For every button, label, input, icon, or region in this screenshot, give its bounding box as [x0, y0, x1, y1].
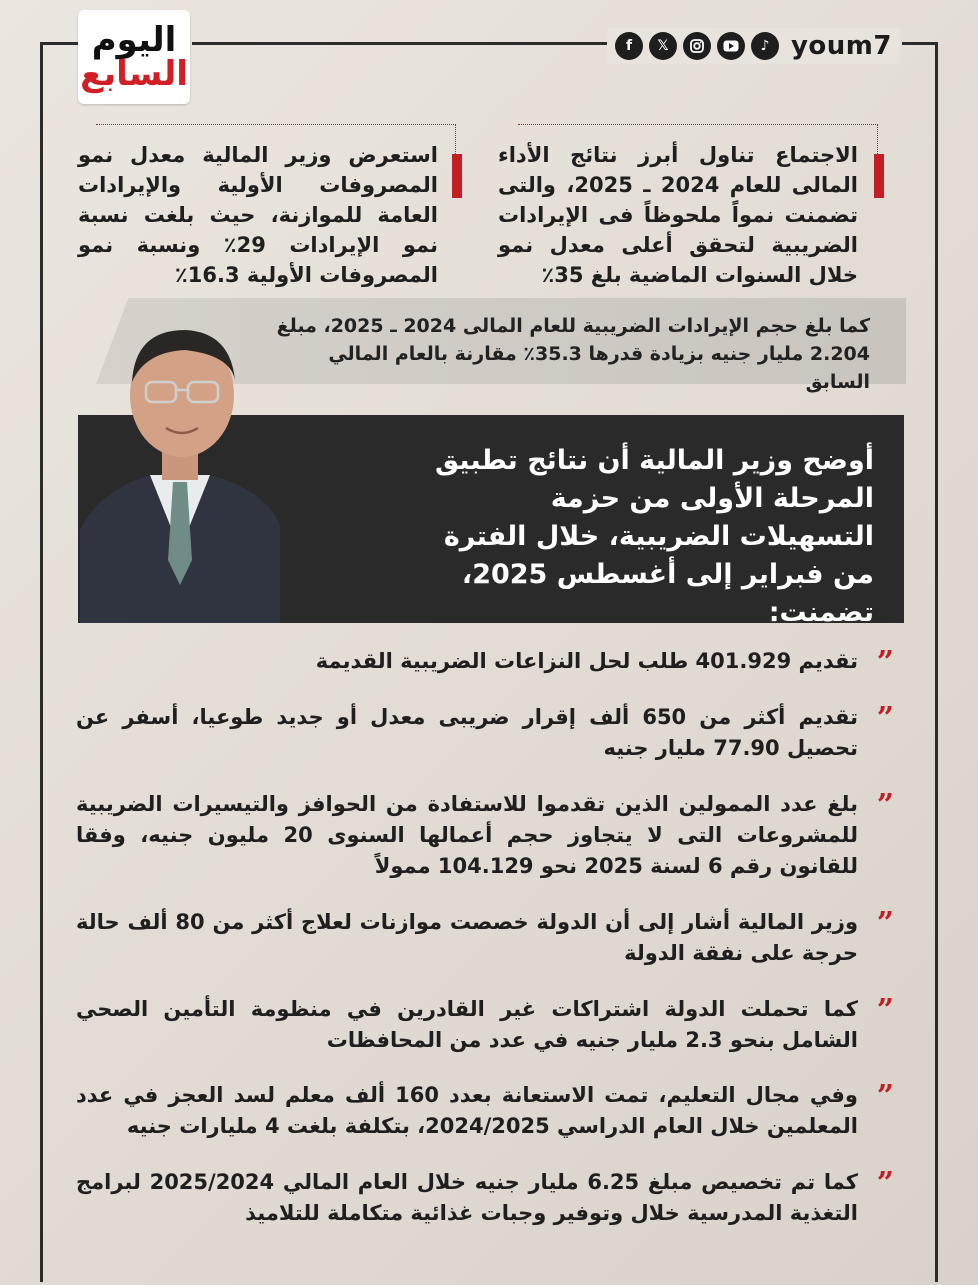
instagram-icon[interactable] [683, 32, 711, 60]
highlight-text: أوضح وزير المالية أن نتائج تطبيق المرحلة الأولى من حزمة التسهيلات الضريبية، خلال الفترة من فبراير إلى أغسطس 2025، تضمنت: [434, 445, 874, 628]
frame-top-left [40, 42, 80, 45]
intro-right-text: الاجتماع تناول أبرز نتائج الأداء المالى للعام 2024 ـ 2025، والتى تضمنت نمواً ملحوظاً فى الإيرادات الضريبية لتحقق أعلى معدل نمو خلال السنوات الماضية بلغ 35٪ [498, 143, 858, 287]
list-item [76, 1080, 894, 1142]
list-item-text: بلغ عدد الممولين الذين تقدموا للاستفادة من الحوافز والتيسيرات الضريبية للمشروعات التى لا يتجاوز حجم أعمالها السنوى 20 مليون جنيه، وفقا للقانون رقم 6 لسنة 2025 نحو 104.129 ممولاً [76, 792, 858, 878]
x-icon[interactable]: 𝕏 [649, 32, 677, 60]
logo [78, 10, 190, 104]
intro-left-text: استعرض وزير المالية معدل نمو المصروفات الأولية والإيرادات العامة للموازنة، حيث بلغت نسبة نمو الإيرادات 29٪ ونسبة نمو المصروفات الأولية 16.3٪ [78, 143, 439, 287]
list-item [76, 907, 894, 969]
facebook-icon[interactable]: f [615, 32, 643, 60]
list-item-text: وزير المالية أشار إلى أن الدولة خصصت موازنات لعلاج أكثر من 80 ألف حالة حرجة على نفقة الدولة [76, 910, 859, 965]
minister-photo [80, 300, 280, 623]
tiktok-icon[interactable]: ♪ [751, 32, 779, 60]
frame-top-right [902, 42, 938, 45]
list-item [76, 994, 894, 1056]
quote-icon: ” [876, 1079, 894, 1114]
quote-icon: ” [876, 906, 894, 941]
list-item-text: كما تم تخصيص مبلغ 6.25 مليار جنيه خلال العام المالي 2025/2024 لبرامج التغذية المدرسية خلال وتوفير وجبات غذائية متكاملة للتلاميذ [76, 1170, 858, 1225]
quote-icon: ” [876, 788, 894, 823]
red-marker-right [874, 154, 884, 198]
brand-bar [607, 28, 900, 64]
list-item [76, 702, 894, 764]
dotted-line-right [518, 124, 878, 125]
dotted-vertical-left [455, 124, 456, 154]
list-item-text: تقديم 401.929 طلب لحل النزاعات الضريبية القديمة [315, 649, 858, 673]
quote-icon: ” [876, 1166, 894, 1201]
list-item [76, 1167, 894, 1229]
list-item-text: تقديم أكثر من 650 ألف إقرار ضريبى معدل أو جديد طوعيا، أسفر عن تحصيل 77.90 مليار جنيه [76, 705, 858, 760]
list-item [76, 646, 894, 678]
frame-right [935, 42, 938, 1282]
quote-icon: ” [876, 645, 894, 680]
youtube-icon[interactable] [717, 32, 745, 60]
red-marker-left [452, 154, 462, 198]
list-item-text: كما تحملت الدولة اشتراكات غير القادرين في منظومة التأمين الصحي الشامل بنحو 2.3 مليار جنيه في عدد من المحافظات [76, 997, 858, 1052]
frame-top-mid [192, 42, 612, 45]
dotted-vertical-right [877, 124, 878, 154]
quote-icon: ” [876, 993, 894, 1028]
dotted-line-left [96, 124, 456, 125]
list-item-text: وفي مجال التعليم، تمت الاستعانة بعدد 160 ألف معلم لسد العجز في عدد المعلمين خلال العام الدراسي 2024/2025، بتكلفة بلغت 4 مليارات جنيه [76, 1083, 858, 1138]
stats-banner-text: كما بلغ حجم الإيرادات الضريبية للعام المالى 2024 ـ 2025، مبلغ 2.204 مليار جنيه بزيادة قدرها 35.3٪ مقارنة بالعام المالي السابق [276, 315, 870, 393]
logo-line1: اليوم [91, 20, 177, 60]
frame-left [40, 42, 43, 1282]
list-item [76, 789, 894, 882]
logo-line2: السابع [80, 54, 188, 94]
brand-name: youm7 [790, 31, 892, 61]
quote-icon: ” [876, 701, 894, 736]
